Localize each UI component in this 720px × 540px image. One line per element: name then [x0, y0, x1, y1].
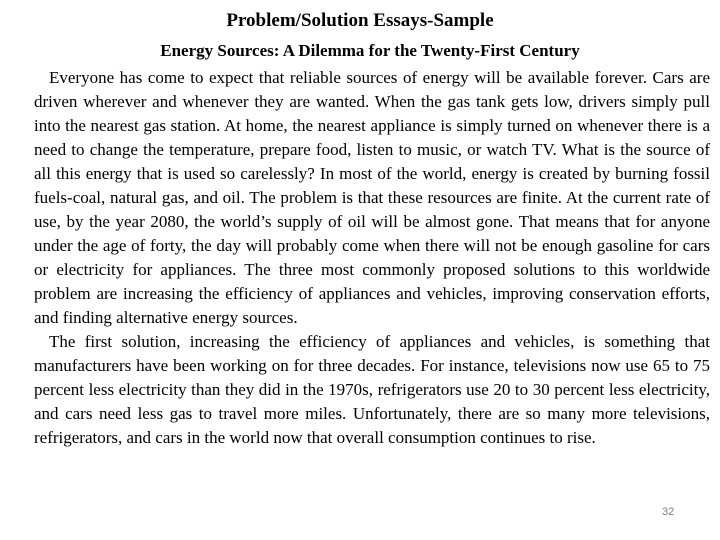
essay-title: Energy Sources: A Dilemma for the Twenty-First Century	[160, 41, 580, 60]
essay-body	[34, 66, 710, 450]
page-title: Problem/Solution Essays-Sample	[226, 10, 494, 31]
page-number: 32	[662, 506, 675, 518]
paragraph-first-solution: The first solution, increasing the efficiency of appliances and vehicles, is something that manufacturers have been working on for three decades. For instance, televisions now use 65 to 75 percent less electricity than they did in the 1970s, refrigerators use 20 to 30 percent less electricity, and cars need less gas to travel more miles. Unfortunately, there are so many more televisions, refrigerators, and cars in the world now that overall consumption continues to rise.	[34, 332, 710, 447]
paragraph-intro: Everyone has come to expect that reliable sources of energy will be available forever. Cars are driven wherever and whenever they are wanted. When the gas tank gets low, drivers simply pull into the nearest gas station. At home, the nearest appliance is simply turned on whenever there is a need to change the temperature, prepare food, listen to music, or watch TV. What is the source of all this energy that is used so carelessly? In most of the world, energy is created by burning fossil fuels-coal, natural gas, and oil. The problem is that these resources are finite. At the current rate of use, by the year 2080, the world’s supply of oil will be almost gone. That means that for anyone under the age of forty, the day will probably come when there will not be enough gasoline for cars or electricity for appliances. The three most commonly proposed solutions to this worldwide problem are increasing the efficiency of appliances and vehicles, improving conservation efforts, and finding alternative energy sources.	[34, 68, 710, 327]
